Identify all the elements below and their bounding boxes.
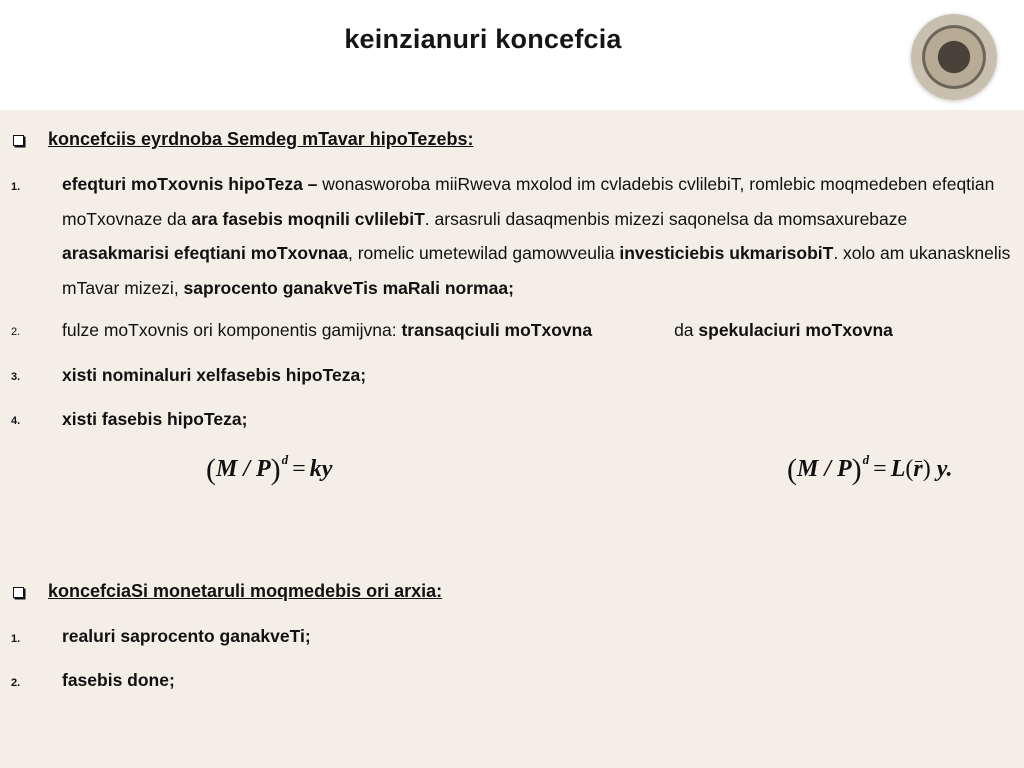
- emphasis: ara fasebis moqnili cvlilebiT: [191, 208, 425, 229]
- header: [0, 0, 1024, 110]
- formula-superscript: d: [281, 452, 289, 467]
- emphasis: xisti nominaluri xelfasebis hipoTeza;: [62, 365, 367, 385]
- formula-income: y.: [936, 456, 953, 482]
- formula-lhs: M / P: [216, 456, 271, 482]
- emphasis: investiciebis ukmarisobiT: [619, 243, 834, 263]
- formula-rhs: ky: [309, 456, 333, 482]
- formula-interest-rate: r: [913, 456, 923, 482]
- list-number: 1.: [11, 181, 21, 193]
- list-number: 2.: [11, 326, 21, 338]
- emphasis: spekulaciuri moTxovna: [698, 320, 893, 340]
- emphasis: arasakmarisi efeqtiani moTxovnaa: [62, 243, 348, 263]
- emphasis: transaqciuli moTxovna: [401, 320, 593, 340]
- emphasis: efeqturi moTxovnis hipoTeza –: [62, 174, 318, 194]
- list-item-text: [62, 313, 1012, 348]
- section2-heading: koncefciaSi monetaruli moqmedebis ori arxia:: [48, 581, 443, 601]
- body-text: fulze moTxovnis ori komponentis gamijvna:: [62, 320, 402, 340]
- seal-emblem-icon: [911, 14, 997, 100]
- body-text: wonasworoba miiRweva mxolod im cvladebis cvlilebiT, romlebic moqmedeben efeqtian moTxovnaze da: [62, 174, 995, 229]
- list-item-text: [62, 167, 1012, 305]
- emphasis: fasebis done;: [62, 670, 175, 690]
- emphasis: saprocento ganakveTis maRali normaa;: [183, 277, 514, 298]
- checkbox-bullet-icon: [13, 587, 24, 598]
- money-demand-formula: (M / P)$^d$ = ky: [206, 452, 333, 486]
- body-text: . arsasruli dasaqmenbis mizezi saqonelsa da momsaxurebaze: [424, 208, 908, 229]
- body-text: , romelic umetewilad gamowveulia: [347, 243, 620, 263]
- list-number: 1.: [11, 633, 21, 645]
- list-item-text: [62, 402, 1012, 437]
- formula-function: L: [890, 456, 906, 482]
- slide-content: [0, 110, 1024, 768]
- list-item-text: [62, 619, 1012, 654]
- formula-superscript: d: [862, 452, 870, 467]
- page-title: keinzianuri koncefcia: [344, 24, 622, 54]
- formula-lhs: M / P: [797, 456, 852, 482]
- body-text: . xolo am ukanasknelis mTavar mizezi,: [62, 243, 1011, 298]
- list-number: 4.: [11, 415, 21, 427]
- liquidity-preference-formula: (M / P)$^d$ = L(r) y.: [787, 452, 953, 486]
- checkbox-bullet-icon: [13, 135, 24, 146]
- body-text: da: [674, 320, 699, 340]
- section1-heading: koncefciis eyrdnoba Semdeg mTavar hipoTezebs:: [48, 129, 474, 149]
- formula-equals: =: [873, 456, 887, 482]
- list-number: 3.: [11, 371, 21, 383]
- emphasis: xisti fasebis hipoTeza;: [62, 409, 248, 429]
- list-item-text: [62, 663, 1012, 698]
- list-item-text: [62, 358, 1012, 393]
- formula-equals: =: [292, 456, 306, 482]
- list-number: 2.: [11, 677, 21, 689]
- emphasis: realuri saprocento ganakveTi;: [62, 626, 311, 646]
